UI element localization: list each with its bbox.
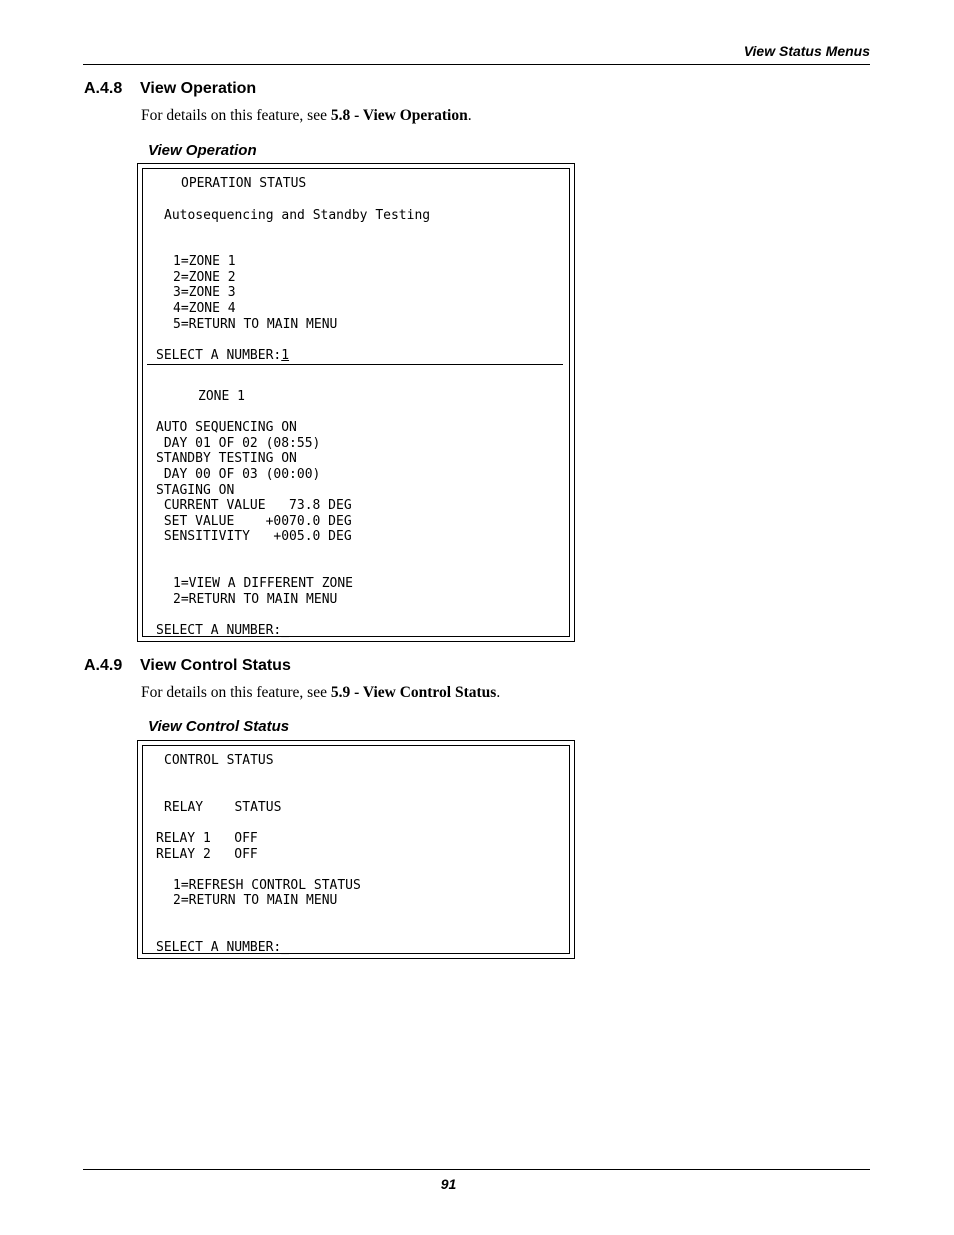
screen-line: AUTO SEQUENCING ON xyxy=(156,420,297,435)
terminal-screen-inner xyxy=(142,745,570,954)
screen-line: RELAY STATUS xyxy=(164,800,282,815)
header-rule xyxy=(83,64,870,65)
menu-option: 2=RETURN TO MAIN MENU xyxy=(173,592,338,607)
terminal-screen-inner xyxy=(142,168,570,637)
menu-option: 1=VIEW A DIFFERENT ZONE xyxy=(173,576,354,591)
prompt-cursor: _ xyxy=(281,940,290,955)
screen-line: Autosequencing and Standby Testing xyxy=(164,208,431,223)
prompt-label: SELECT A NUMBER: xyxy=(156,623,282,638)
figure-caption-a48: View Operation xyxy=(148,142,257,159)
screen-line: CONTROL STATUS xyxy=(164,753,274,768)
section-heading-a48 xyxy=(84,80,256,98)
screen-line: DAY 01 OF 02 (08:55) xyxy=(156,436,321,451)
body-text-prefix: For details on this feature, see xyxy=(141,107,331,124)
screen-line: OPERATION STATUS xyxy=(181,176,307,191)
menu-option: 1=ZONE 1 xyxy=(173,254,236,269)
screen-divider xyxy=(147,364,563,365)
screen-line: SET VALUE +0070.0 DEG xyxy=(156,514,352,529)
section-number: A.4.8 xyxy=(84,80,123,97)
section-heading-a49 xyxy=(84,657,291,675)
prompt-value: 1 xyxy=(281,348,290,363)
screen-line: DAY 00 OF 03 (00:00) xyxy=(156,467,321,482)
menu-option: 1=REFRESH CONTROL STATUS xyxy=(173,878,361,893)
screen-line: RELAY 2 OFF xyxy=(156,847,258,862)
prompt-label: SELECT A NUMBER: xyxy=(156,940,282,955)
menu-option: 2=ZONE 2 xyxy=(173,270,236,285)
footer-rule xyxy=(83,1169,870,1170)
figure-caption-a49: View Control Status xyxy=(148,718,290,735)
section-body-a48 xyxy=(141,107,472,125)
section-title: View Control Status xyxy=(140,657,291,674)
menu-option: 5=RETURN TO MAIN MENU xyxy=(173,317,338,332)
prompt-label: SELECT A NUMBER: xyxy=(156,348,282,363)
terminal-screen-view-control-status xyxy=(137,740,575,959)
body-text-suffix: . xyxy=(496,684,501,701)
page-number: 91 xyxy=(440,1176,457,1192)
cross-reference-link: 5.9 - View Control Status xyxy=(330,684,497,701)
section-number: A.4.9 xyxy=(84,657,123,674)
screen-line: STANDBY TESTING ON xyxy=(156,451,297,466)
select-prompt xyxy=(156,623,289,638)
cross-reference-link: 5.8 - View Operation xyxy=(330,107,468,124)
screen-line: ZONE 1 xyxy=(198,389,245,404)
menu-option: 4=ZONE 4 xyxy=(173,301,236,316)
running-header: View Status Menus xyxy=(743,43,870,59)
section-body-a49 xyxy=(141,684,500,702)
screen-line: CURRENT VALUE 73.8 DEG xyxy=(156,498,352,513)
select-prompt xyxy=(156,348,289,363)
menu-option: 2=RETURN TO MAIN MENU xyxy=(173,893,338,908)
terminal-screen-view-operation xyxy=(137,163,575,642)
body-text-prefix: For details on this feature, see xyxy=(141,684,331,701)
screen-line: SENSITIVITY +005.0 DEG xyxy=(156,529,352,544)
prompt-cursor: _ xyxy=(281,623,290,638)
select-prompt xyxy=(156,940,289,955)
section-title: View Operation xyxy=(140,80,257,97)
menu-option: 3=ZONE 3 xyxy=(173,285,236,300)
screen-line: RELAY 1 OFF xyxy=(156,831,258,846)
screen-line: STAGING ON xyxy=(156,483,235,498)
body-text-suffix: . xyxy=(467,107,472,124)
